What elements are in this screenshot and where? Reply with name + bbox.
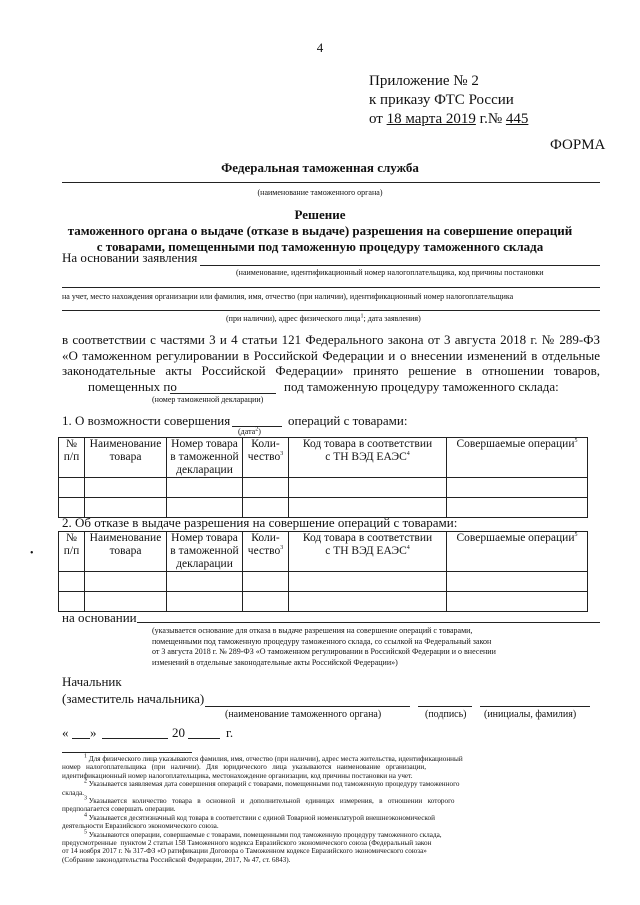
header-declaration: Номер товара в таможенной декларации (167, 438, 243, 478)
basis-label: На основании заявления (62, 250, 198, 265)
title-line2: таможенного органа о выдаче (отказе в выдаче) разрешения на совершение операций (67, 223, 573, 238)
document-title (0, 207, 640, 255)
org-caption: (наименование таможенного органа) (225, 709, 382, 720)
section1-date-caption: (дата$^2$) (238, 426, 261, 436)
day-line (72, 738, 90, 739)
table-row (59, 572, 588, 592)
org-signature-line (205, 706, 410, 707)
footnotes (62, 755, 600, 864)
decision-body (62, 332, 600, 379)
header-code: Код товара в соответствии с ТН ВЭД ЕАЭС$^4$ (289, 438, 447, 478)
date-open: « (62, 725, 69, 740)
appendix-line1: Приложение № 2 (369, 73, 479, 89)
declaration-number-line (170, 393, 276, 394)
date-close: » (90, 725, 97, 740)
header-quantity: Коли- чество$^3$ (243, 532, 289, 572)
table-header-row (59, 438, 588, 478)
applicant-line-2 (62, 287, 600, 288)
deputy-label: (заместитель начальника) (62, 691, 205, 706)
section1-text-a: 1. О возможности совершения (62, 413, 231, 428)
year-prefix: 20 (172, 725, 185, 740)
month-line (102, 738, 168, 739)
footnote-3: $^3$ Указывается количество товара в основной и дополнительной единицах измерения, в отношении которого предполагается совершать операции. (62, 795, 455, 814)
sign-caption: (подпись) (425, 709, 467, 720)
table-row (59, 478, 588, 498)
appendix-line3: от 18 марта 2019 г.№ 445 (369, 111, 529, 127)
refusal-label: на основании (62, 610, 137, 625)
chief-label: Начальник (62, 674, 122, 689)
body-line2: «О таможенном регулировании в Российской Федерации и о внесении изменений в отдельные (62, 347, 600, 363)
header-operations: Совершаемые операции$^5$ (447, 438, 588, 478)
year-suffix: г. (226, 725, 234, 740)
header-code: Код товара в соответствии с ТН ВЭД ЕАЭС$^4$ (289, 532, 447, 572)
footnote-separator (62, 752, 192, 753)
section1-text-b: операций с товарами: (288, 413, 408, 428)
body-line4a: помещенных по (88, 379, 177, 394)
basis-caption-3: (при наличии), адрес физического лица$^1$; дата заявления) (226, 313, 421, 323)
body-line3: законодательные акты Российской Федерации» принято решение в отношении товаров, (62, 363, 600, 378)
agency-underline (62, 182, 600, 183)
table-header-row (59, 532, 588, 572)
footnote-5: $^5$ Указываются операции, совершаемые с товарами, помещенными под таможенную процедуру таможенного склада, предусмотренные пунктом 2 статьи 158 Таможенного кодекса Евразийского экономического союза (Федеральный закон от 14 ноября 2017 г. № 317-ФЗ «О ратификации Договора о Таможенном кодексе Евразийского экономического союза» (Собрание законодательства Российской Федерации, 2017, № 47, ст. 6843). (62, 829, 442, 864)
appendix-line2: к приказу ФТС России (369, 92, 514, 108)
basis-caption-2: на учет, место нахождения организации или фамилия, имя, отчество (при наличии), идентификационный номер налогоплательщика (62, 292, 514, 301)
header-num: № п/п (59, 532, 85, 572)
order-date: 18 марта 2019 (386, 111, 476, 127)
body-line1: в соответствии с частями 3 и 4 статьи 121 Федерального закона от 3 августа 2018 г. № 289-ФЗ (62, 332, 600, 347)
refusal-line (137, 622, 600, 623)
footnote-2: $^2$ Указывается заявляемая дата совершения операций с товарами, помещенными под таможенную процедуру таможенного склада. (62, 778, 460, 797)
body-line4b: под таможенную процедуру таможенного склада: (284, 379, 559, 394)
operations-table-1 (58, 437, 588, 518)
header-operations: Совершаемые операции$^5$ (447, 532, 588, 572)
name-caption: (инициалы, фамилия) (484, 709, 577, 720)
agency-name: Федеральная таможенная служба (221, 160, 419, 175)
name-line (480, 706, 590, 707)
year-line (188, 738, 220, 739)
form-label: ФОРМА (550, 137, 606, 153)
applicant-line-3 (62, 310, 600, 311)
declaration-caption: (номер таможенной декларации) (152, 395, 264, 404)
title-line1: Решение (294, 207, 346, 222)
header-name: Наименование товара (85, 438, 167, 478)
appendix-block (369, 72, 528, 129)
footnote-4: $^4$ Указывается десятизначный код товара в соответствии с единой Товарной номенклатурой внешнеэкономической деятельности Евразийского экономического союза. (62, 812, 435, 831)
applicant-line-1 (200, 265, 600, 266)
header-name: Наименование товара (85, 532, 167, 572)
table-row (59, 592, 588, 612)
page-number: 4 (316, 40, 324, 55)
title-line3: с товарами, помещенными под таможенную процедуру таможенного склада (96, 239, 544, 254)
sign-line (418, 706, 472, 707)
header-num: № п/п (59, 438, 85, 478)
refusal-caption: (указывается основание для отказа в выдаче разрешения на совершение операций с товарами, помещенными под таможенную процедуру таможенного склада, со ссылкой на Федеральный закон от 3 августа 2018 г. № 289-ФЗ «О таможенном регулировании в Российской Федерации и о внесении изменений в отдельные законодательные акты Российской Федерации») (152, 626, 496, 667)
operations-table-2 (58, 531, 588, 612)
section2-text: 2. Об отказе в выдаче разрешения на совершение операций с товарами: (62, 515, 458, 530)
footnote-1: $^1$ Для физического лица указываются фамилия, имя, отчество (при наличии), адрес места жительства, идентификационный номер налогоплательщика (при наличии). Для юридического лица указываются наименование организации, идентификационный номер налогоплательщика, местонахождение организации, код причины постановки на учет. (62, 753, 463, 780)
margin-dot: • (30, 548, 34, 559)
header-quantity: Коли- чество$^3$ (243, 438, 289, 478)
order-number: 445 (505, 111, 529, 127)
header-declaration: Номер товара в таможенной декларации (167, 532, 243, 572)
basis-caption-1: (наименование, идентификационный номер налогоплательщика, код причины постановки (236, 268, 544, 277)
agency-caption: (наименование таможенного органа) (257, 188, 383, 197)
